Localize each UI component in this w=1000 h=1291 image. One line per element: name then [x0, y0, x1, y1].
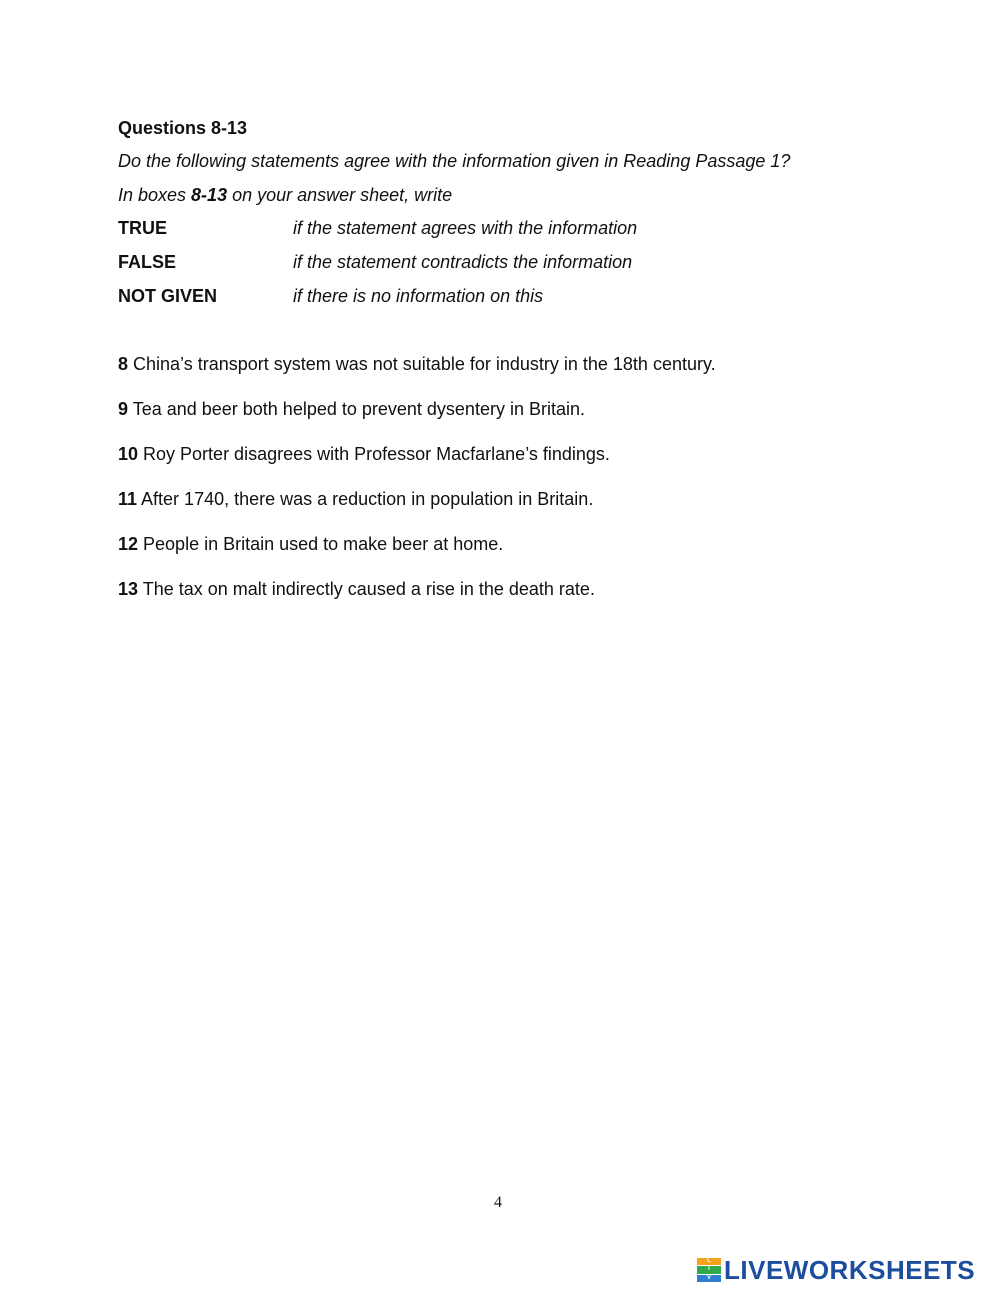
question-text: People in Britain used to make beer at home.	[138, 534, 504, 554]
key-term: NOT GIVEN	[118, 286, 218, 306]
question-number: 9	[118, 399, 129, 419]
instruction-boxes: 8-13	[191, 185, 228, 205]
logo-mark-icon	[697, 1258, 721, 1282]
key-description: if there is no information on this	[293, 286, 544, 306]
question-item	[118, 579, 595, 600]
key-description: if the statement agrees with the information	[293, 218, 638, 238]
question-number: 10	[118, 444, 139, 464]
question-item	[118, 444, 610, 465]
logo-text: LIVEWORKSHEETS	[724, 1254, 976, 1285]
question-number: 8	[118, 354, 129, 374]
question-number: 12	[118, 534, 139, 554]
question-text: Tea and beer both helped to prevent dysentery in Britain.	[128, 399, 585, 419]
key-description: if the statement contradicts the information	[293, 252, 633, 272]
question-text: The tax on malt indirectly caused a rise in the death rate.	[138, 579, 595, 599]
question-text: After 1740, there was a reduction in population in Britain.	[137, 489, 594, 509]
key-term: TRUE	[118, 218, 167, 238]
key-row-true	[118, 218, 818, 242]
key-row-false	[118, 252, 818, 276]
instruction-suffix: on your answer sheet, write	[227, 185, 453, 205]
question-item	[118, 354, 716, 375]
question-item	[118, 489, 593, 510]
question-number: 11	[118, 489, 138, 509]
key-term: FALSE	[118, 252, 177, 272]
logo-mark-letter: V	[697, 1275, 721, 1282]
question-text: China’s transport system was not suitable for industry in the 18th century.	[128, 354, 716, 374]
section-heading: Questions 8-13	[118, 118, 248, 138]
liveworksheets-logo	[697, 1255, 975, 1285]
key-row-not-given	[118, 286, 818, 310]
question-text: Roy Porter disagrees with Professor Macfarlane’s findings.	[138, 444, 610, 464]
logo-mark-letter: I	[697, 1266, 721, 1273]
page-number: 4	[494, 1194, 502, 1211]
instruction-line-1: Do the following statements agree with the information given in Reading Passage 1?	[118, 151, 791, 171]
instruction-prefix: In boxes	[118, 185, 192, 205]
question-item	[118, 399, 585, 420]
question-item	[118, 534, 503, 555]
instruction-line-2	[118, 185, 452, 206]
question-number: 13	[118, 579, 139, 599]
logo-mark-letter: L	[697, 1258, 721, 1265]
